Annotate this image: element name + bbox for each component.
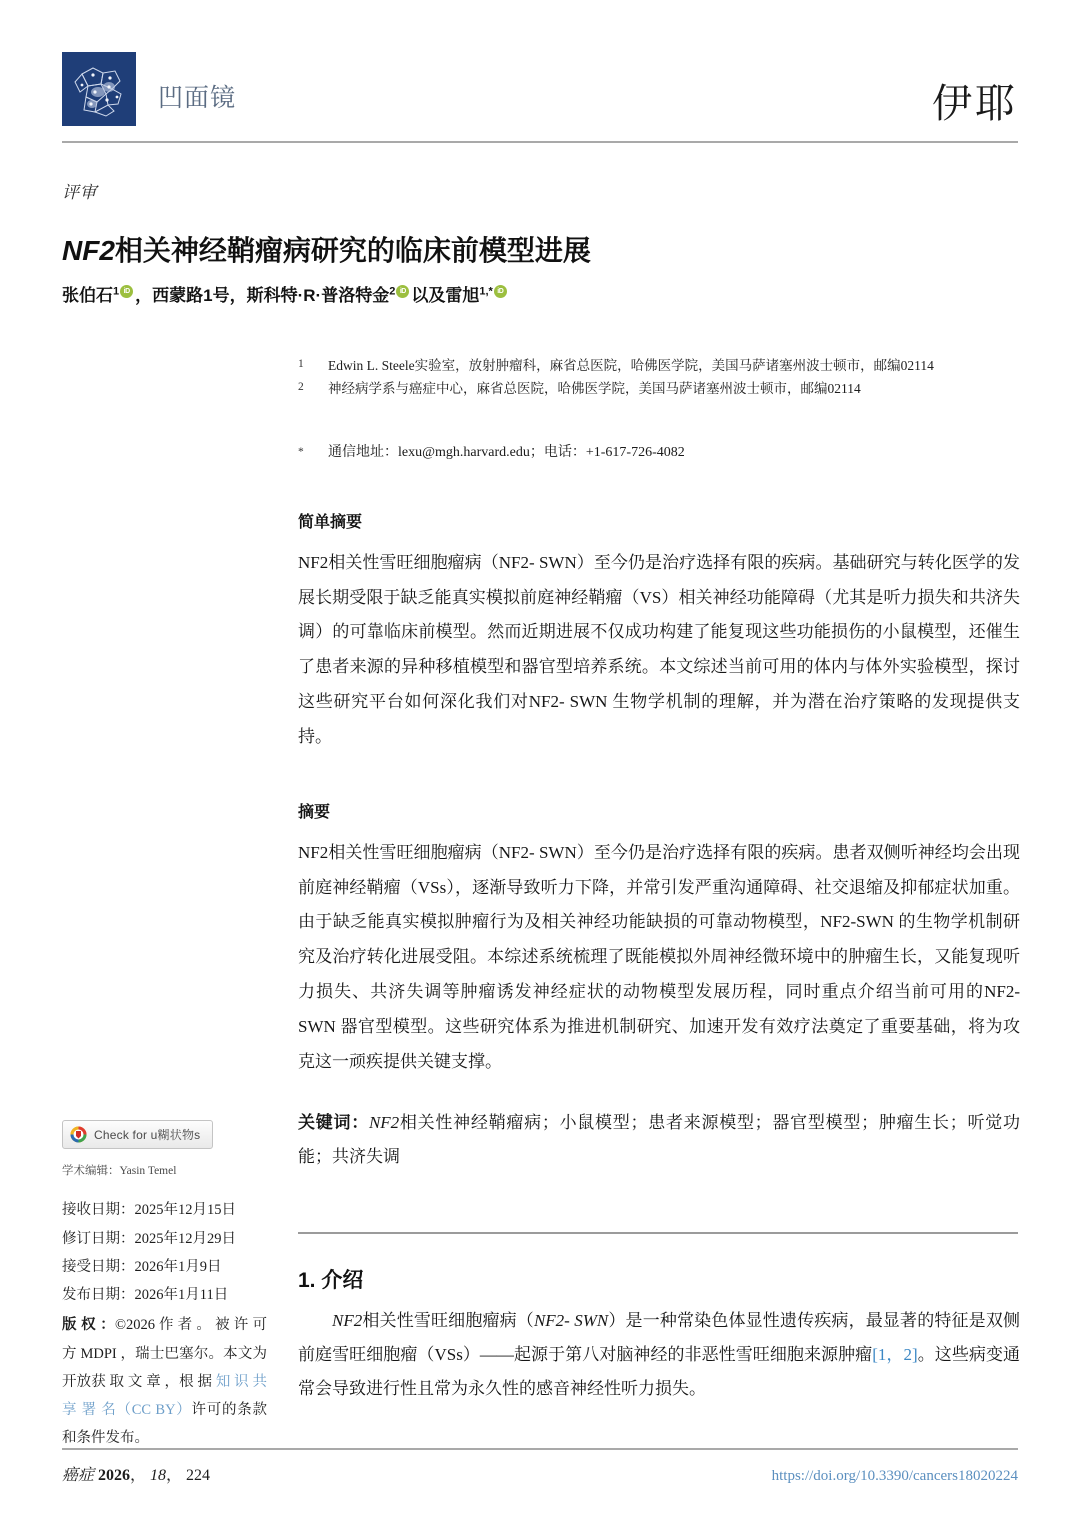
journal-branding xyxy=(62,52,236,126)
copyright-body-start: ©2026 作 者 。 被 许 可 方 MDPI ，瑞士巴塞尔。本文为开放获 取 文 章 ，根 据 xyxy=(62,1317,267,1390)
affiliation-marker: 2 xyxy=(298,380,304,393)
abstract-heading: 摘要 xyxy=(298,803,331,821)
footer-volume: 18 xyxy=(150,1467,167,1484)
author-3-affil-marker: 2 xyxy=(389,285,396,298)
sidebar xyxy=(62,1120,267,1453)
author-conjunction: 以及 xyxy=(411,286,446,305)
affiliation-marker: 1 xyxy=(298,358,304,370)
author-4-affil-marker: 1,* xyxy=(479,285,493,298)
check-for-updates-label: Check for u糊状物s xyxy=(94,1128,201,1142)
intro-italic-gene-2: NF2- SWN xyxy=(533,1311,609,1330)
title-rest: 相关神经鞘瘤病研究的临床前模型进展 xyxy=(114,234,591,266)
intro-part-3: 。这些病变通常会导致进行性且常为永久性的感音神经性听力损失。 xyxy=(298,1345,1021,1398)
academic-editor: 学术编辑：Yasin Temel xyxy=(62,1165,177,1177)
keywords-italic-gene: NF2 xyxy=(368,1112,400,1132)
footer-article-number: 224 xyxy=(186,1467,211,1484)
footer-citation: 癌症 2026， 18， 224 xyxy=(62,1467,211,1484)
orcid-icon[interactable] xyxy=(120,285,133,298)
footer-year: 2026 xyxy=(98,1467,131,1484)
copyright-body-end: 许可的条款和条件发布。 xyxy=(62,1402,267,1447)
publication-dates xyxy=(62,1196,267,1309)
copyright-label: 版 权 ： xyxy=(62,1317,116,1334)
author-2-name: 西蒙路1号 xyxy=(152,286,230,305)
revised-date: 修订日期：2025年12月29日 xyxy=(62,1230,236,1247)
affiliation-list xyxy=(298,355,1020,400)
intro-part-2: ）是一种常染色体显性遗传疾病，最显著的特征是双侧前庭雪旺细胞瘤（VSs）——起源于第八对脑神经的非恶性雪旺细胞来源肿瘤 xyxy=(298,1311,1020,1364)
page-footer xyxy=(62,1462,1018,1485)
received-date: 接收日期：2025年12月15日 xyxy=(62,1202,236,1219)
author-sep-2: ， xyxy=(229,286,247,305)
introduction-section xyxy=(298,1264,1020,1406)
copyright-notice xyxy=(62,1311,267,1452)
crossmark-icon xyxy=(70,1126,87,1143)
affiliation-text: 神经病学系与癌症中心，麻省总医院，哈佛医学院，美国马萨诸塞州波士顿市，邮编02114 xyxy=(328,380,861,396)
intro-divider xyxy=(298,1232,1018,1234)
author-list xyxy=(62,283,1020,309)
correspondence-line xyxy=(298,442,1020,464)
keywords-text: 相关性神经鞘瘤病；小鼠模型；患者来源模型；器官型模型；肿瘤生长；听觉功能；共济失调 xyxy=(298,1112,1021,1166)
affiliation-item xyxy=(298,355,1020,378)
author-4-name: 雷旭 xyxy=(445,286,480,305)
correspondence-text[interactable]: 通信地址：lexu@mgh.harvard.edu；电话：+1-617-726-4082 xyxy=(328,445,685,461)
correspondence-marker: * xyxy=(298,446,304,459)
journal-logo-icon xyxy=(62,52,136,126)
simple-summary-heading: 简单摘要 xyxy=(298,513,363,531)
introduction-heading: 1. 介绍 xyxy=(298,1269,364,1292)
page-title xyxy=(62,233,1020,268)
footer-doi-link[interactable]: https://doi.org/10.3390/cancers18020224 xyxy=(771,1468,1018,1484)
intro-part-1: 相关性雪旺细胞瘤病（ xyxy=(362,1311,534,1330)
author-sep-1: ， xyxy=(135,286,153,305)
footer-journal-abbrev: 癌症 xyxy=(62,1467,95,1484)
license-link[interactable]: 知 识 共 享 署 名（CC BY） xyxy=(62,1373,267,1419)
author-3-name: 斯科特·R·普洛特金 xyxy=(246,286,390,305)
footer-divider xyxy=(62,1448,1018,1450)
check-for-updates-badge[interactable] xyxy=(62,1120,213,1149)
citation-link[interactable]: [1，2] xyxy=(872,1345,918,1364)
published-date: 发布日期：2026年1月11日 xyxy=(62,1287,229,1304)
article-type-label: 评审 xyxy=(62,183,97,202)
header-divider xyxy=(62,141,1018,143)
publisher-mark: 伊耶 xyxy=(932,81,1018,126)
simple-summary-section xyxy=(298,509,1020,755)
main-column xyxy=(298,355,1020,1174)
title-italic-gene: NF2 xyxy=(62,234,115,266)
orcid-icon[interactable] xyxy=(494,285,507,298)
simple-summary-text: NF2相关性雪旺细胞瘤病（NF2- SWN）至今仍是治疗选择有限的疾病。基础研究与转化医学的发展长期受限于缺乏能真实模拟前庭神经鞘瘤（VS）相关神经功能障碍（尤其是听力损失和共济失调）的可靠临床前模型。然而近期进展不仅成功构建了能复现这些功能损伤的小鼠模型，还催生了患者来源的异种移植模型和器官型培养系统。本文综述当前可用的体内与体外实验模型，探讨这些研究平台如何深化我们对NF2- SWN 生物学机制的理解，并为潜在治疗策略的发现提供支持。 xyxy=(298,552,1020,746)
keywords-line xyxy=(298,1106,1020,1174)
intro-italic-gene-1: NF2 xyxy=(332,1311,363,1330)
introduction-paragraph xyxy=(298,1304,1020,1406)
abstract-text: NF2相关性雪旺细胞瘤病（NF2- SWN）至今仍是治疗选择有限的疾病。患者双侧听神经均会出现前庭神经鞘瘤（VSs），逐渐导致听力下降，并常引发严重沟通障碍、社交退缩及抑郁症状加重。由于缺乏能真实模拟肿瘤行为及相关神经功能缺损的可靠动物模型，NF2-SWN 的生物学机制研究及治疗转化进展受阻。本综述系统梳理了既能模拟外周神经微环境中的肿瘤生长，又能复现听力损失、共济失调等肿瘤诱发神经症状的动物模型发展历程，同时重点介绍当前可用的NF2- SWN 器官型模型。这些研究体系为推进机制研究、加速开发有效疗法奠定了重要基础，将为攻克这一顽疾提供关键支撑。 xyxy=(298,842,1020,1071)
abstract-section xyxy=(298,799,1020,1080)
affiliation-text: Edwin L. Steele实验室，放射肿瘤科，麻省总医院，哈佛医学院，美国马萨诸塞州波士顿市，邮编02114 xyxy=(328,358,934,373)
journal-name: 凹面镜 xyxy=(158,84,237,112)
keywords-label: 关键词： xyxy=(298,1112,369,1132)
author-1-affil-marker: 1 xyxy=(113,285,120,298)
orcid-icon[interactable] xyxy=(396,285,409,298)
affiliation-item xyxy=(298,378,1020,401)
author-1-name: 张伯石 xyxy=(62,286,113,305)
accepted-date: 接受日期：2026年1月9日 xyxy=(62,1258,222,1275)
masthead xyxy=(62,52,1018,136)
